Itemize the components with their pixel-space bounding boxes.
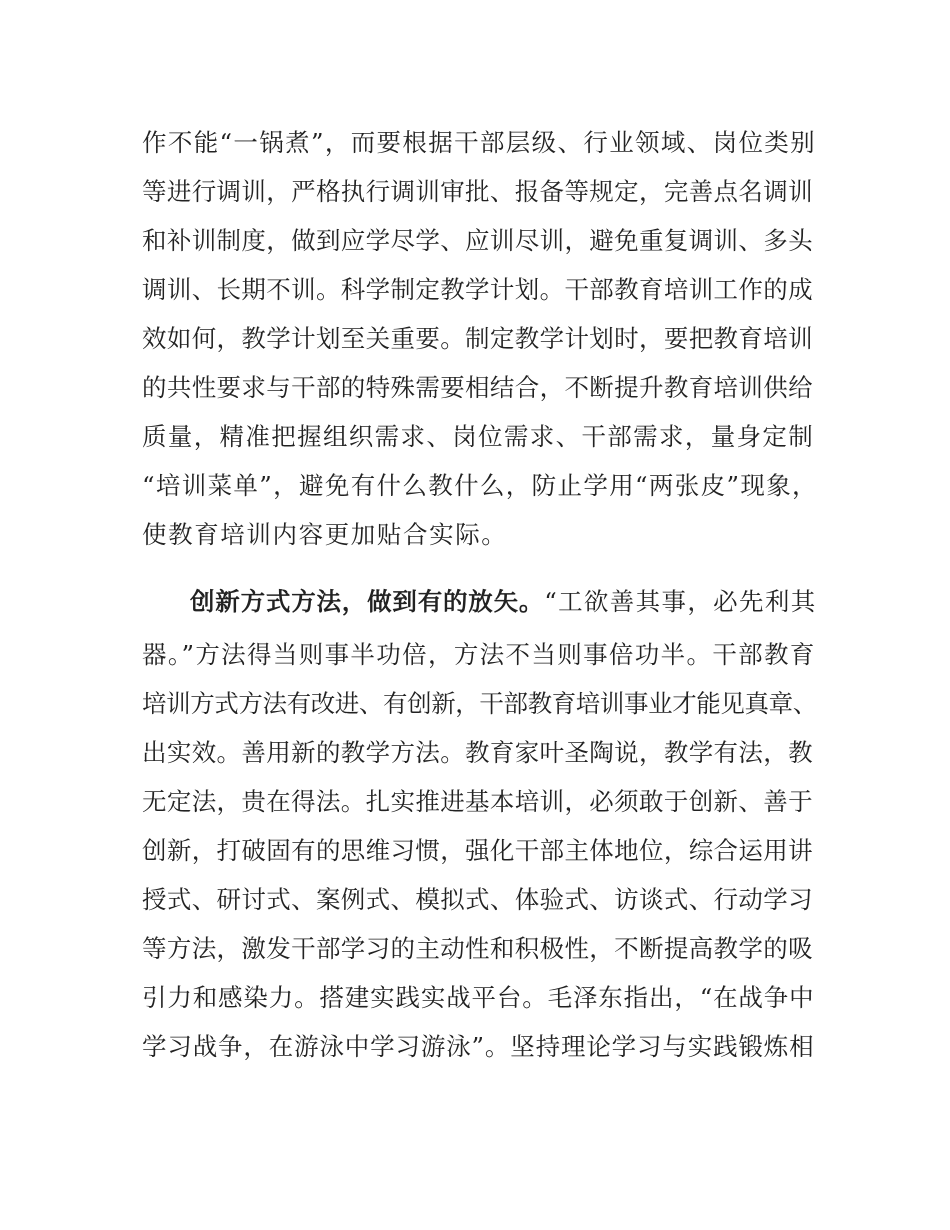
paragraph-1-line-4: 调训、长期不训。科学制定教学计划。干部教育培训工作的成 [142,275,813,304]
paragraph-2-line-8: 等方法，激发干部学习的主动性和积极性，不断提高教学的吸 [142,934,813,963]
paragraph-2-line-1-rest: “工欲善其事，必先利其 [544,587,817,616]
paragraph-1-line-3: 和补训制度，做到应学尽学、应训尽训，避免重复调训、多头 [142,226,813,255]
paragraph-2-line-3: 培训方式方法有改进、有创新，干部教育培训事业才能见真章、 [142,689,817,718]
paragraph-2-line-2: 器。”方法得当则事半功倍，方法不当则事倍功半。干部教育 [142,640,816,669]
paragraph-2-line-1 [190,587,817,617]
paragraph-2-line-4: 出实效。善用新的教学方法。教育家叶圣陶说，教学有法，教 [142,738,813,767]
paragraph-2-line-7: 授式、研讨式、案例式、模拟式、体验式、访谈式、行动学习 [142,885,813,914]
paragraph-1-line-2: 等进行调训，严格执行调训审批、报备等规定，完善点名调训 [142,177,813,206]
paragraph-1-line-1: 作不能“一锅煮”，而要根据干部层级、行业领域、岗位类别 [142,128,816,157]
paragraph-2-line-5: 无定法，贵在得法。扎实推进基本培训，必须敢于创新、善于 [142,787,813,816]
paragraph-2-line-6: 创新，打破固有的思维习惯，强化干部主体地位，综合运用讲 [142,836,813,865]
paragraph-1-line-8: “培训菜单”，避免有什么教什么，防止学用“两张皮”现象， [142,471,818,500]
paragraph-1-line-5: 效如何，教学计划至关重要。制定教学计划时，要把教育培训 [142,324,813,353]
paragraph-2-line-9: 引力和感染力。搭建实践实战平台。毛泽东指出，“在战争中 [142,983,815,1012]
paragraph-1-line-7: 质量，精准把握组织需求、岗位需求、干部需求，量身定制 [142,422,815,451]
paragraph-2-lead: 创新方式方法，做到有的放矢。 [190,587,545,616]
paragraph-1-line-9: 使教育培训内容更加贴合实际。 [142,520,508,549]
paragraph-2-line-10: 学习战争，在游泳中学习游泳”。坚持理论学习与实践锻炼相 [142,1032,815,1061]
paragraph-1-line-6: 的共性要求与干部的特殊需要相结合，不断提升教育培训供给 [142,373,813,402]
